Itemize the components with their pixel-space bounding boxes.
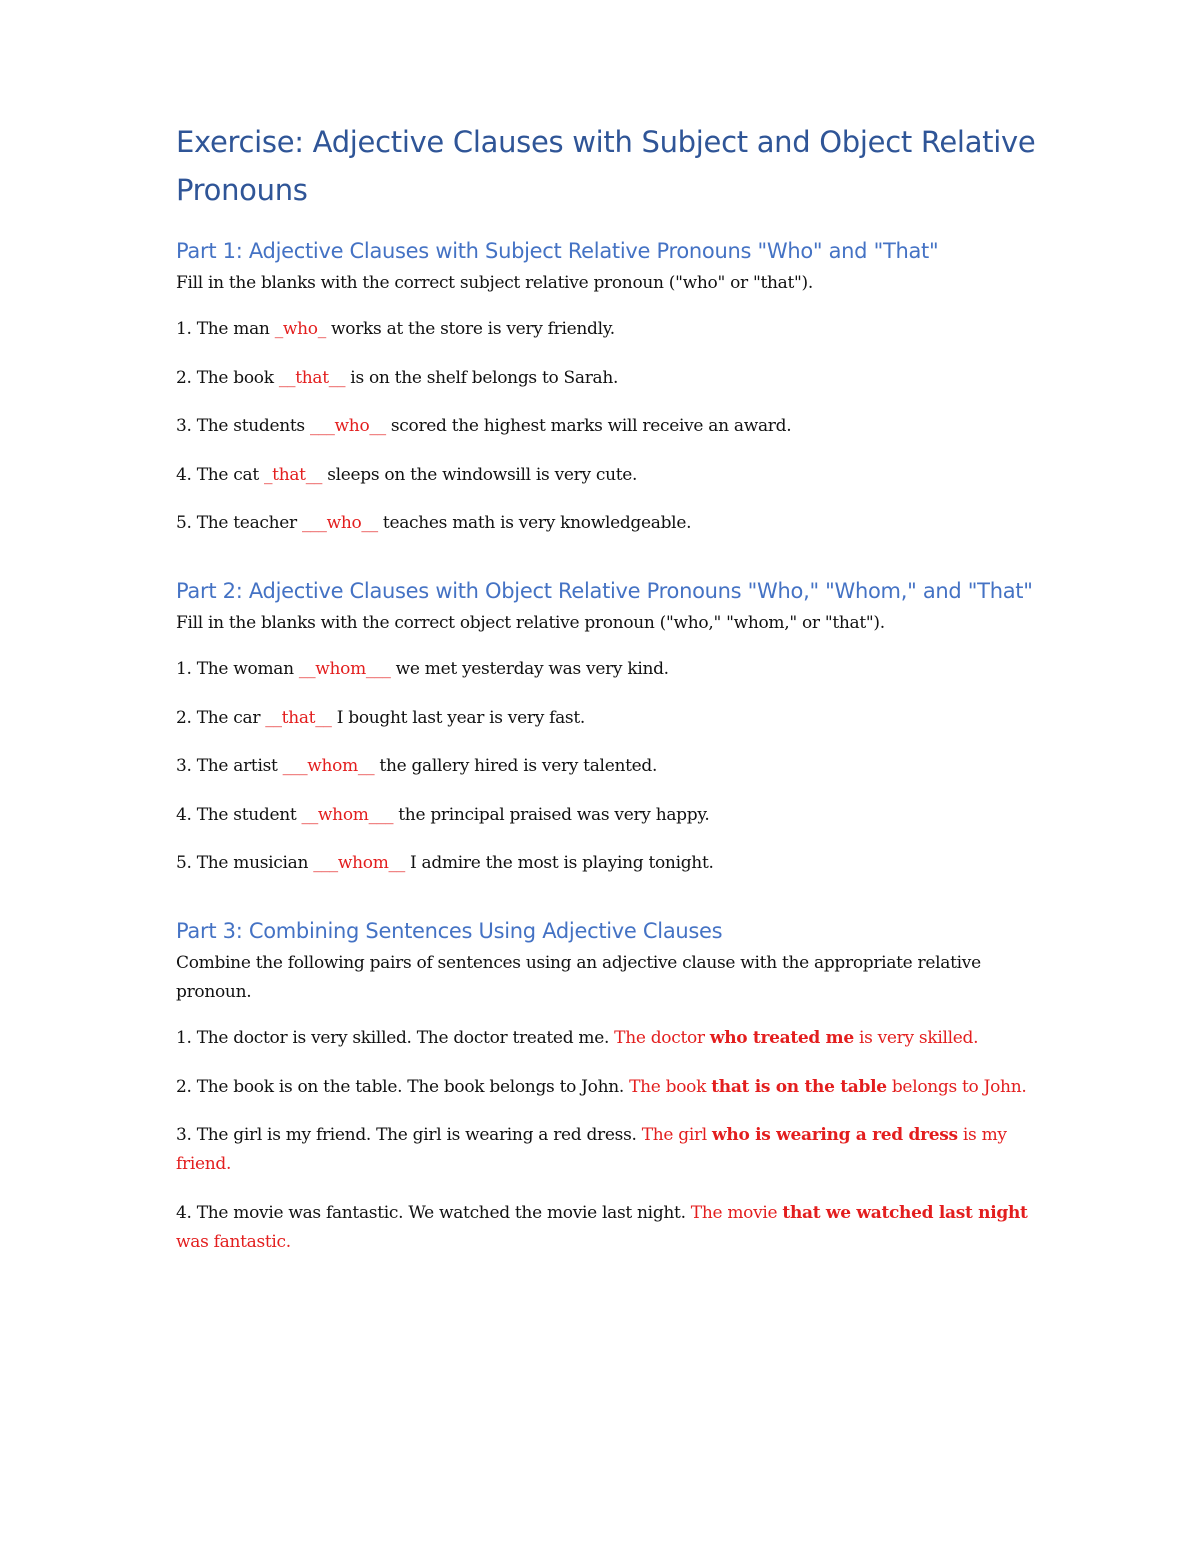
part-2-item: [176, 704, 1036, 733]
part-2-instruction: Fill in the blanks with the correct object relative pronoun ("who," "whom," or "that").: [176, 613, 885, 633]
document-title: Exercise: Adjective Clauses with Subject and Object Relative Pronouns: [176, 125, 1036, 207]
part-3-instruction: Combine the following pairs of sentences using an adjective clause with the appropriate relative pronoun.: [176, 953, 981, 1002]
part-1-instruction: Fill in the blanks with the correct subject relative pronoun ("who" or "that").: [176, 273, 813, 293]
answer-blank: ___whom__: [313, 853, 405, 873]
part-3-section: [176, 914, 1036, 1257]
answer-text: The movie: [690, 1202, 783, 1223]
answer-blank: __whom___: [298, 659, 391, 679]
combined-answer: [614, 1028, 978, 1048]
answer-blank: __whom___: [301, 804, 394, 825]
item-text: 4. The student: [176, 804, 302, 825]
item-text: 2. The book: [176, 367, 279, 388]
part-1-item: [176, 509, 1036, 538]
item-text: teaches math is very knowledgeable.: [377, 513, 692, 533]
part-1-item: [176, 461, 1036, 490]
answer-text: is my friend.: [176, 1125, 1007, 1174]
item-text: I bought last year is very fast.: [331, 707, 585, 728]
part-1-item: [176, 364, 1036, 393]
part-1-item: [176, 315, 1036, 344]
part-1-item: [176, 412, 1036, 441]
answer-text: The book: [629, 1076, 712, 1097]
answer-blank: __that__: [278, 367, 346, 388]
answer-text: belongs to John.: [886, 1076, 1027, 1097]
part-2-item: [176, 752, 1036, 781]
part-3-item: [176, 1024, 1036, 1053]
answer-blank: _that__: [263, 464, 323, 485]
item-text: 1. The man: [176, 319, 275, 339]
item-text: the principal praised was very happy.: [393, 804, 710, 825]
item-text: 4. The cat: [176, 464, 264, 485]
answer-clause: that is on the table: [711, 1076, 887, 1097]
item-text: 1. The woman: [176, 659, 299, 679]
answer-text: is very skilled.: [853, 1028, 979, 1048]
item-text: 3. The students: [176, 416, 310, 436]
part-3-item: [176, 1121, 1036, 1179]
part-2-item: [176, 801, 1036, 830]
answer-blank: _who_: [274, 319, 326, 339]
item-text: 5. The musician: [176, 853, 314, 873]
item-text: is on the shelf belongs to Sarah.: [345, 367, 619, 388]
answer-clause: who is wearing a red dress: [712, 1125, 958, 1145]
item-text: works at the store is very friendly.: [325, 319, 615, 339]
part-1-section: [176, 234, 1036, 538]
answer-clause: who treated me: [709, 1028, 854, 1048]
item-text: I admire the most is playing tonight.: [404, 853, 714, 873]
part-3-heading: Part 3: Combining Sentences Using Adjective Clauses: [176, 919, 723, 943]
item-text: scored the highest marks will receive an award.: [385, 416, 792, 436]
item-prompt: 1. The doctor is very skilled. The doctor treated me.: [176, 1028, 615, 1048]
part-2-section: [176, 574, 1036, 878]
item-prompt: 2. The book is on the table. The book belongs to John.: [176, 1076, 630, 1097]
item-text: 3. The artist: [176, 756, 283, 776]
answer-text: The doctor: [614, 1028, 710, 1048]
document-page: [176, 118, 1036, 1276]
item-text: 2. The car: [176, 707, 266, 728]
part-3-item: [176, 1199, 1036, 1257]
item-prompt: 3. The girl is my friend. The girl is wearing a red dress.: [176, 1125, 642, 1145]
answer-text: was fantastic.: [176, 1231, 291, 1252]
part-2-item: [176, 655, 1036, 684]
part-2-heading: Part 2: Adjective Clauses with Object Relative Pronouns "Who," "Whom," and "That": [176, 579, 1033, 603]
item-text: we met yesterday was very kind.: [390, 659, 669, 679]
part-1-heading: Part 1: Adjective Clauses with Subject Relative Pronouns "Who" and "That": [176, 239, 939, 263]
item-text: 5. The teacher: [176, 513, 302, 533]
part-2-item: [176, 849, 1036, 878]
item-text: the gallery hired is very talented.: [374, 756, 658, 776]
answer-clause: that we watched last night: [782, 1202, 1028, 1223]
item-text: sleeps on the windowsill is very cute.: [322, 464, 638, 485]
answer-blank: ___whom__: [282, 756, 375, 776]
combined-answer: [629, 1077, 1026, 1097]
part-3-item: [176, 1073, 1036, 1102]
answer-blank: ___who__: [309, 416, 386, 436]
answer-text: The girl: [641, 1125, 713, 1145]
answer-blank: ___who__: [301, 513, 378, 533]
item-prompt: 4. The movie was fantastic. We watched the movie last night.: [176, 1202, 691, 1223]
answer-blank: __that__: [265, 707, 332, 728]
